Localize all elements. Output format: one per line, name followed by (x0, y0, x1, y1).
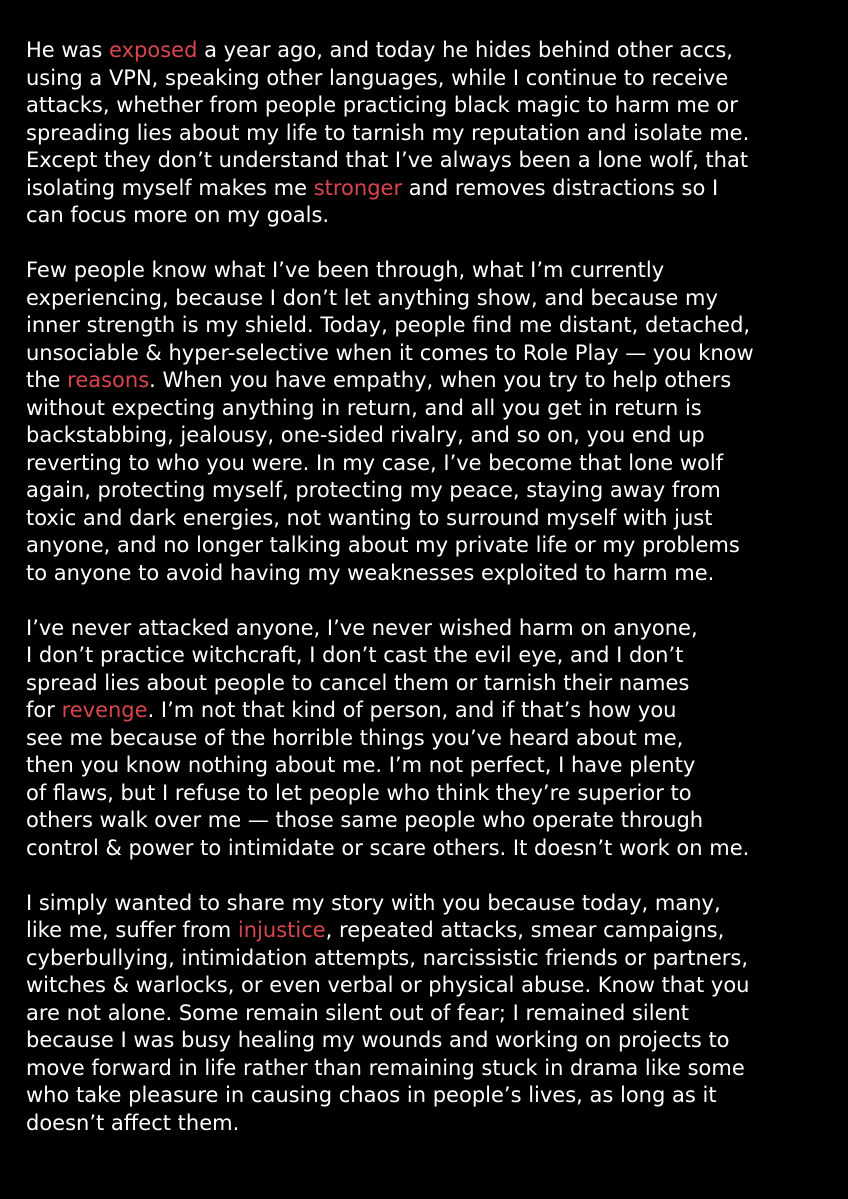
text-segment: attacks, whether from people practicing black magic to harm me or (26, 93, 738, 117)
text-segment: unsociable & hyper-selective when it comes to Role Play — you know (26, 340, 754, 365)
text-segment: see me because of the horrible things you’ve heard about me, (26, 725, 684, 750)
text-segment: then you know nothing about me. I’m not perfect, I have plenty (26, 753, 696, 777)
text-segment: and removes distractions so I (402, 175, 719, 200)
text-line (26, 120, 836, 148)
text-line (26, 972, 836, 1000)
text-line (26, 780, 836, 808)
text-line (26, 285, 836, 313)
text-line (26, 505, 836, 533)
text-segment: others walk over me — those same people who operate through (26, 808, 704, 832)
text-segment: doesn’t affect them. (26, 1110, 240, 1135)
text-segment: , repeated attacks, smear campaigns, (325, 918, 725, 942)
text-line (26, 890, 836, 918)
text-segment: are not alone. Some remain silent out of fear; I remained silent (26, 1000, 690, 1025)
text-line (26, 697, 836, 725)
text-line (26, 1110, 836, 1138)
text-line (26, 1082, 836, 1110)
text-line (26, 945, 836, 973)
text-line (26, 147, 836, 175)
text-segment: cyberbullying, intimidation attempts, narcissistic friends or partners, (26, 945, 749, 970)
text-line (26, 312, 836, 340)
text-segment: . When you have empathy, when you try to help others (149, 368, 732, 392)
text-segment: move forward in life rather than remaining stuck in drama like some (26, 1055, 745, 1080)
text-line (26, 422, 836, 450)
text-line (26, 615, 836, 643)
paragraph-3 (26, 615, 836, 863)
highlighted-word: reasons (67, 368, 150, 392)
text-segment: the (26, 368, 68, 392)
text-line (26, 257, 836, 285)
text-line (26, 450, 836, 478)
text-segment: toxic and dark energies, not wanting to surround myself with just (26, 505, 713, 530)
text-segment: again, protecting myself, protecting my peace, staying away from (26, 478, 721, 502)
text-line (26, 340, 836, 368)
text-segment: a year ago, and today he hides behind other accs, (197, 38, 733, 62)
highlighted-word: injustice (237, 918, 326, 942)
text-segment: spread lies about people to cancel them or tarnish their names (26, 670, 690, 695)
text-segment: control & power to intimidate or scare others. It doesn’t work on me. (26, 835, 750, 860)
document-body (26, 37, 836, 1165)
text-line (26, 1027, 836, 1055)
text-line (26, 670, 836, 698)
text-segment: for (26, 698, 62, 722)
text-line (26, 642, 836, 670)
text-segment: to anyone to avoid having my weaknesses exploited to harm me. (26, 560, 715, 585)
text-segment: inner strength is my shield. Today, people find me distant, detached, (26, 313, 751, 337)
text-line (26, 367, 836, 395)
text-segment: I’ve never attacked anyone, I’ve never wished harm on anyone, (26, 615, 698, 640)
text-line (26, 752, 836, 780)
text-segment: Few people know what I’ve been through, what I’m currently (26, 258, 665, 282)
text-segment: witches & warlocks, or even verbal or physical abuse. Know that you (26, 973, 750, 997)
text-line (26, 65, 836, 93)
text-segment: without expecting anything in return, and all you get in return is (26, 395, 702, 420)
text-line (26, 917, 836, 945)
text-segment: like me, suffer from (26, 918, 238, 942)
text-line (26, 37, 836, 65)
text-segment: using a VPN, speaking other languages, while I continue to receive (26, 65, 729, 90)
text-segment: He was (26, 38, 110, 62)
text-segment: I simply wanted to share my story with you because today, many, (26, 890, 721, 915)
text-line (26, 202, 836, 230)
highlighted-word: revenge (61, 698, 148, 722)
paragraph-1 (26, 37, 836, 230)
text-line (26, 395, 836, 423)
text-line (26, 1000, 836, 1028)
text-segment: Except they don’t understand that I’ve always been a lone wolf, that (26, 148, 749, 172)
text-line (26, 92, 836, 120)
highlighted-word: exposed (109, 38, 198, 62)
text-segment: of flaws, but I refuse to let people who think they’re superior to (26, 780, 692, 805)
text-line (26, 725, 836, 753)
text-line (26, 175, 836, 203)
text-segment: can focus more on my goals. (26, 203, 330, 227)
text-segment: because I was busy healing my wounds and working on projects to (26, 1028, 730, 1052)
text-line (26, 807, 836, 835)
text-segment: reverting to who you were. In my case, I’ve become that lone wolf (26, 450, 724, 475)
text-line (26, 560, 836, 588)
text-segment: isolating myself makes me (26, 175, 314, 200)
text-segment: backstabbing, jealousy, one-sided rivalry, and so on, you end up (26, 423, 705, 447)
text-segment: spreading lies about my life to tarnish my reputation and isolate me. (26, 120, 750, 145)
highlighted-word: stronger (313, 175, 403, 200)
text-segment: . I’m not that kind of person, and if that’s how you (147, 698, 677, 722)
text-line (26, 835, 836, 863)
text-line (26, 477, 836, 505)
text-segment: anyone, and no longer talking about my private life or my problems (26, 533, 740, 557)
text-segment: experiencing, because I don’t let anything show, and because my (26, 285, 718, 310)
paragraph-4 (26, 890, 836, 1138)
text-line (26, 1055, 836, 1083)
text-segment: I don’t practice witchcraft, I don’t cast the evil eye, and I don’t (26, 643, 684, 667)
text-line (26, 532, 836, 560)
paragraph-2 (26, 257, 836, 587)
text-segment: who take pleasure in causing chaos in people’s lives, as long as it (26, 1083, 717, 1107)
